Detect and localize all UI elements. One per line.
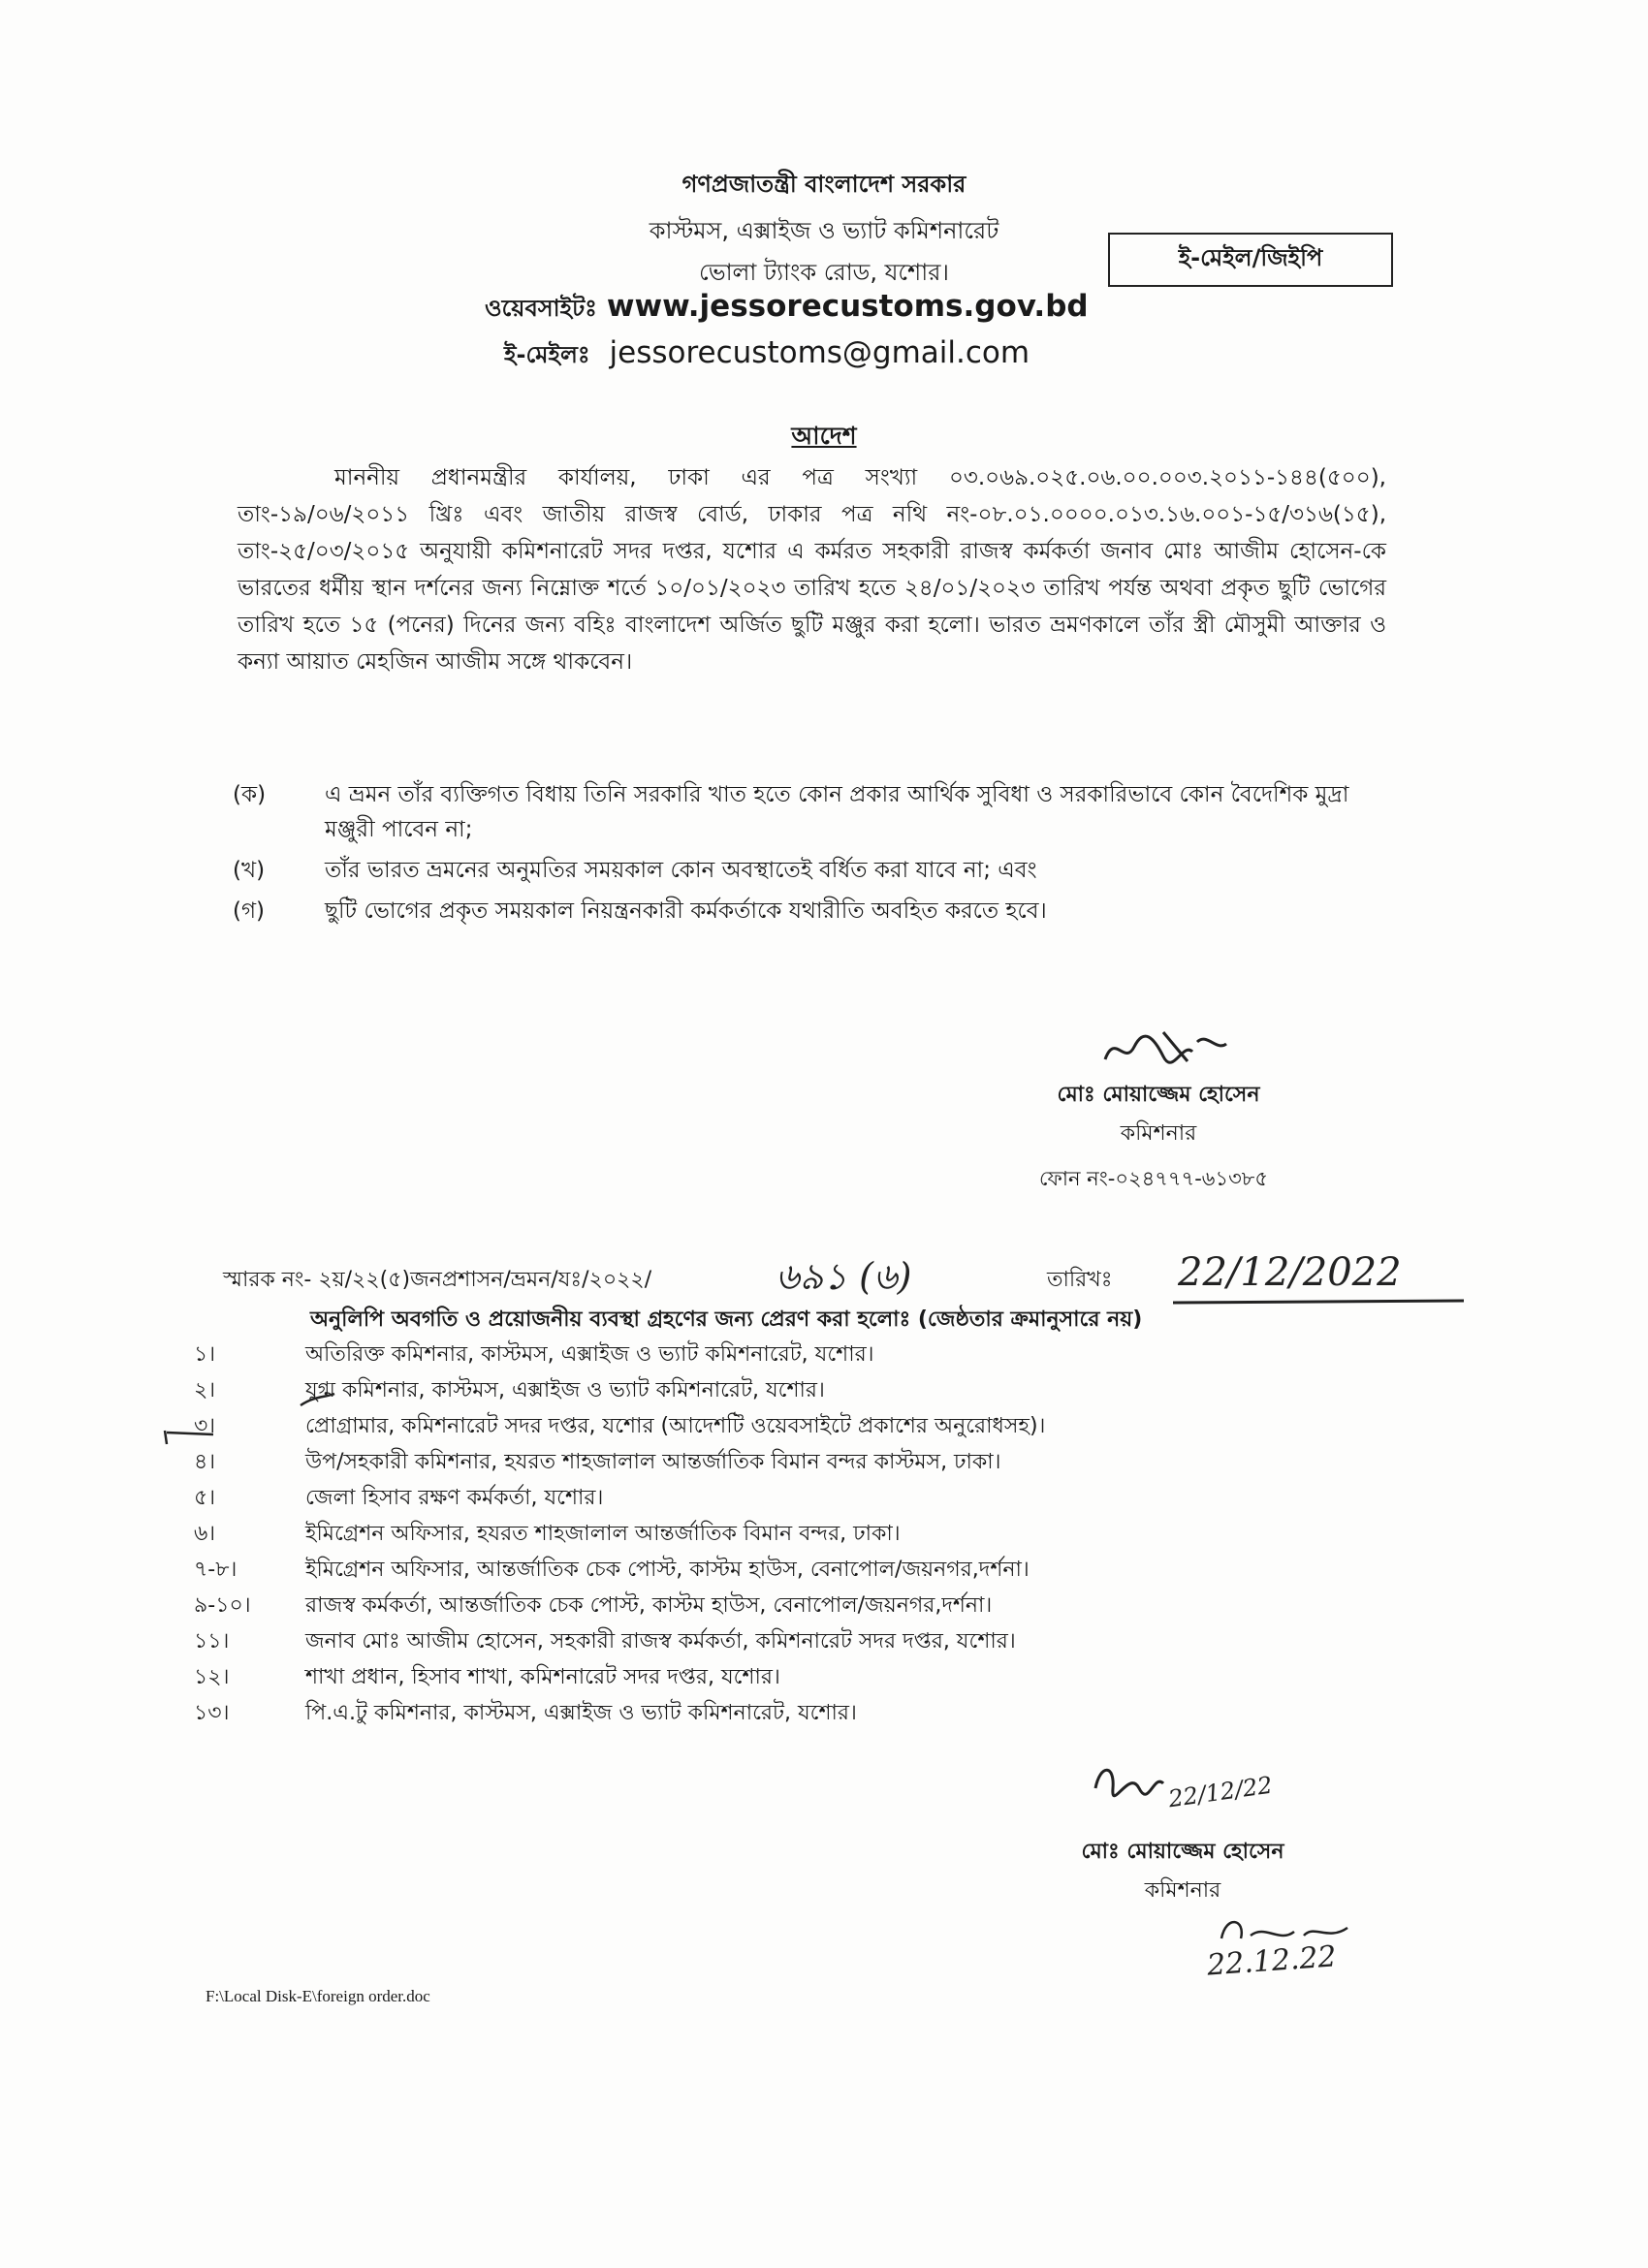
handwritten-signature [1086,1759,1173,1808]
government-title: গণপ্রজাতন্ত্রী বাংলাদেশ সরকার [681,171,967,198]
condition-item [233,777,1377,851]
email-address[interactable]: jessorecustoms@gmail.com [609,335,1030,370]
signatory-name: মোঃ মোয়াজ্জেম হোসেন [1057,1083,1260,1107]
list-item-number: ৭-৮। [194,1558,238,1582]
list-item-text: প্রোগ্রামার, কমিশনারেট সদর দপ্তর, যশোর (আদেশটি ওয়েবসাইটে প্রকাশের অনুরোধসহ)। [305,1414,1046,1438]
list-item-number: ৫। [194,1486,216,1510]
handwritten-underline [1173,1289,1474,1318]
list-item-text: পি.এ.টু কমিশনার, কাস্টমস, এক্সাইজ ও ভ্যাট কমিশনারেট, যশোর। [305,1701,857,1725]
list-item-text: অতিরিক্ত কমিশনার, কাস্টমস, এক্সাইজ ও ভ্যাট কমিশনারেট, যশোর। [305,1342,874,1367]
list-item-text: জেলা হিসাব রক্ষণ কর্মকর্তা, যশোর। [305,1486,604,1510]
order-title: আদেশ [791,422,857,450]
handwritten-signature [1095,1023,1241,1081]
list-item-text: জনাব মোঃ আজীম হোসেন, সহকারী রাজস্ব কর্মকর্তা, কমিশনারেট সদর দপ্তর, যশোর। [305,1629,1016,1654]
condition-label: (গ) [233,898,266,924]
memo-date-handwritten: 22/12/2022 [1178,1250,1402,1295]
list-item-text: রাজস্ব কর্মকর্তা, আন্তর্জাতিক চেক পোস্ট, কাস্টম হাউস, বেনাপোল/জয়নগর,দর্শনা। [305,1593,993,1618]
handwritten-mark [155,1376,349,1454]
condition-text: ছুটি ভোগের প্রকৃত সময়কাল নিয়ন্ত্রনকারী কর্মকর্তাকে যথারীতি অবহিত করতে হবে। [325,898,1047,924]
list-item-number: ১। [194,1342,216,1367]
condition-text: তাঁর ভারত ভ্রমনের অনুমতির সময়কাল কোন অবস্থাতেই বর্ধিত করা যাবে না; এবং [325,858,1037,883]
signatory-phone: ফোন নং-০২৪৭৭৭-৬১৩৮৫ [1039,1167,1268,1190]
signature-date-handwritten: 22/12/22 [1166,1771,1275,1813]
website-link[interactable]: www.jessorecustoms.gov.bd [606,289,1089,324]
list-item-number: ৪। [194,1450,216,1474]
signatory-designation: কমিশনার [1144,1878,1221,1903]
memo-reference: স্মারক নং- ২য়/২২(৫)জনপ্রশাসন/ভ্রমন/যঃ/২০২২/ [223,1268,652,1292]
office-address: ভোলা ট্যাংক রোড, যশোর। [698,259,950,286]
condition-label: (ক) [233,782,267,807]
list-item-number: ১৩। [194,1701,230,1725]
list-item-number: ১২। [194,1665,230,1689]
delivery-mode-box: ই-মেইল/জিইপি [1108,233,1393,287]
list-item-number: ৬। [194,1522,216,1546]
memo-number-handwritten: ৬৯১ (৬) [776,1255,912,1298]
website-line [485,289,1089,330]
condition-item [233,894,1377,929]
list-item-text: ইমিগ্রেশন অফিসার, আন্তর্জাতিক চেক পোস্ট, কাস্টম হাউস, বেনাপোল/জয়নগর,দর্শনা। [305,1558,1030,1582]
signatory-name: মোঃ মোয়াজ্জেম হোসেন [1081,1840,1284,1864]
file-path: F:\Local Disk-E\foreign order.doc [206,1987,430,2005]
office-name: কাস্টমস, এক্সাইজ ও ভ্যাট কমিশনারেট [649,217,999,244]
condition-item [233,853,1377,888]
distribution-heading: অনুলিপি অবগতি ও প্রয়োজনীয় ব্যবস্থা গ্রহণের জন্য প্রেরণ করা হলোঃ (জেষ্ঠতার ক্রমানুসারে নয়) [310,1307,1143,1332]
memo-date-label: তারিখঃ [1047,1268,1113,1292]
list-item-number: ৩। [194,1414,216,1438]
order-body: মাননীয় প্রধানমন্ত্রীর কার্যালয়, ঢাকা এর পত্র সংখ্যা ০৩.০৬৯.০২৫.০৬.০০.০০৩.২০১১-১৪৪(৫০০), তাং-১৯/০৬/২০১১ খ্রিঃ এবং জাতীয় রাজস্ব বোর্ড, ঢাকার পত্র নথি নং-০৮.০১.০০০০.০১৩.১৬.০০১-১৫/৩১৬(১৫), তাং-২৫/০৩/২০১৫ অনুযায়ী কমিশনারেট সদর দপ্তর, যশোর এ কর্মরত সহকারী রাজস্ব কর্মকর্তা জনাব মোঃ আজীম হোসেন-কে ভারতের ধর্মীয় স্থান দর্শনের জন্য নিম্নোক্ত শর্তে ১০/০১/২০২৩ তারিখ হতে ২৪/০১/২০২৩ তারিখ পর্যন্ত অথবা প্রকৃত ছুটি ভোগের তারিখ হতে ১৫ (পনের) দিনের জন্য বহিঃ বাংলাদেশ অর্জিত ছুটি মঞ্জুর করা হলো। ভারত ভ্রমণকালে তাঁর স্ত্রী মৌসুমী আক্তার ও কন্যা আয়াত মেহজিন আজীম সঙ্গে থাকবেন। [238,465,1386,675]
condition-label: (খ) [233,858,266,883]
list-item-text: যুগ্ম কমিশনার, কাস্টমস, এক্সাইজ ও ভ্যাট কমিশনারেট, যশোর। [305,1378,825,1402]
list-item-number: ১১। [194,1629,230,1654]
email-line [504,335,1030,376]
list-item-text: ইমিগ্রেশন অফিসার, হযরত শাহজালাল আন্তর্জাতিক বিমান বন্দর, ঢাকা। [305,1522,901,1546]
list-item-number: ২। [194,1378,216,1402]
condition-text: এ ভ্রমন তাঁর ব্যক্তিগত বিধায় তিনি সরকারি খাত হতে কোন প্রকার আর্থিক সুবিধা ও সরকারিভাবে কোন বৈদেশিক মুদ্রা মঞ্জুরী পাবেন না; [325,782,1349,842]
list-item-text: শাখা প্রধান, হিসাব শাখা, কমিশনারেট সদর দপ্তর, যশোর। [305,1665,780,1689]
email-label: ই-মেইলঃ [504,341,590,368]
initial-date-handwritten: 22.12.22 [1205,1939,1338,1983]
website-label: ওয়েবসাইটঃ [485,295,597,322]
list-item-number: ৯-১০। [194,1593,251,1618]
list-item-text: উপ/সহকারী কমিশনার, হযরত শাহজালাল আন্তর্জাতিক বিমান বন্দর কাস্টমস, ঢাকা। [305,1450,1001,1474]
signatory-designation: কমিশনার [1120,1121,1197,1146]
